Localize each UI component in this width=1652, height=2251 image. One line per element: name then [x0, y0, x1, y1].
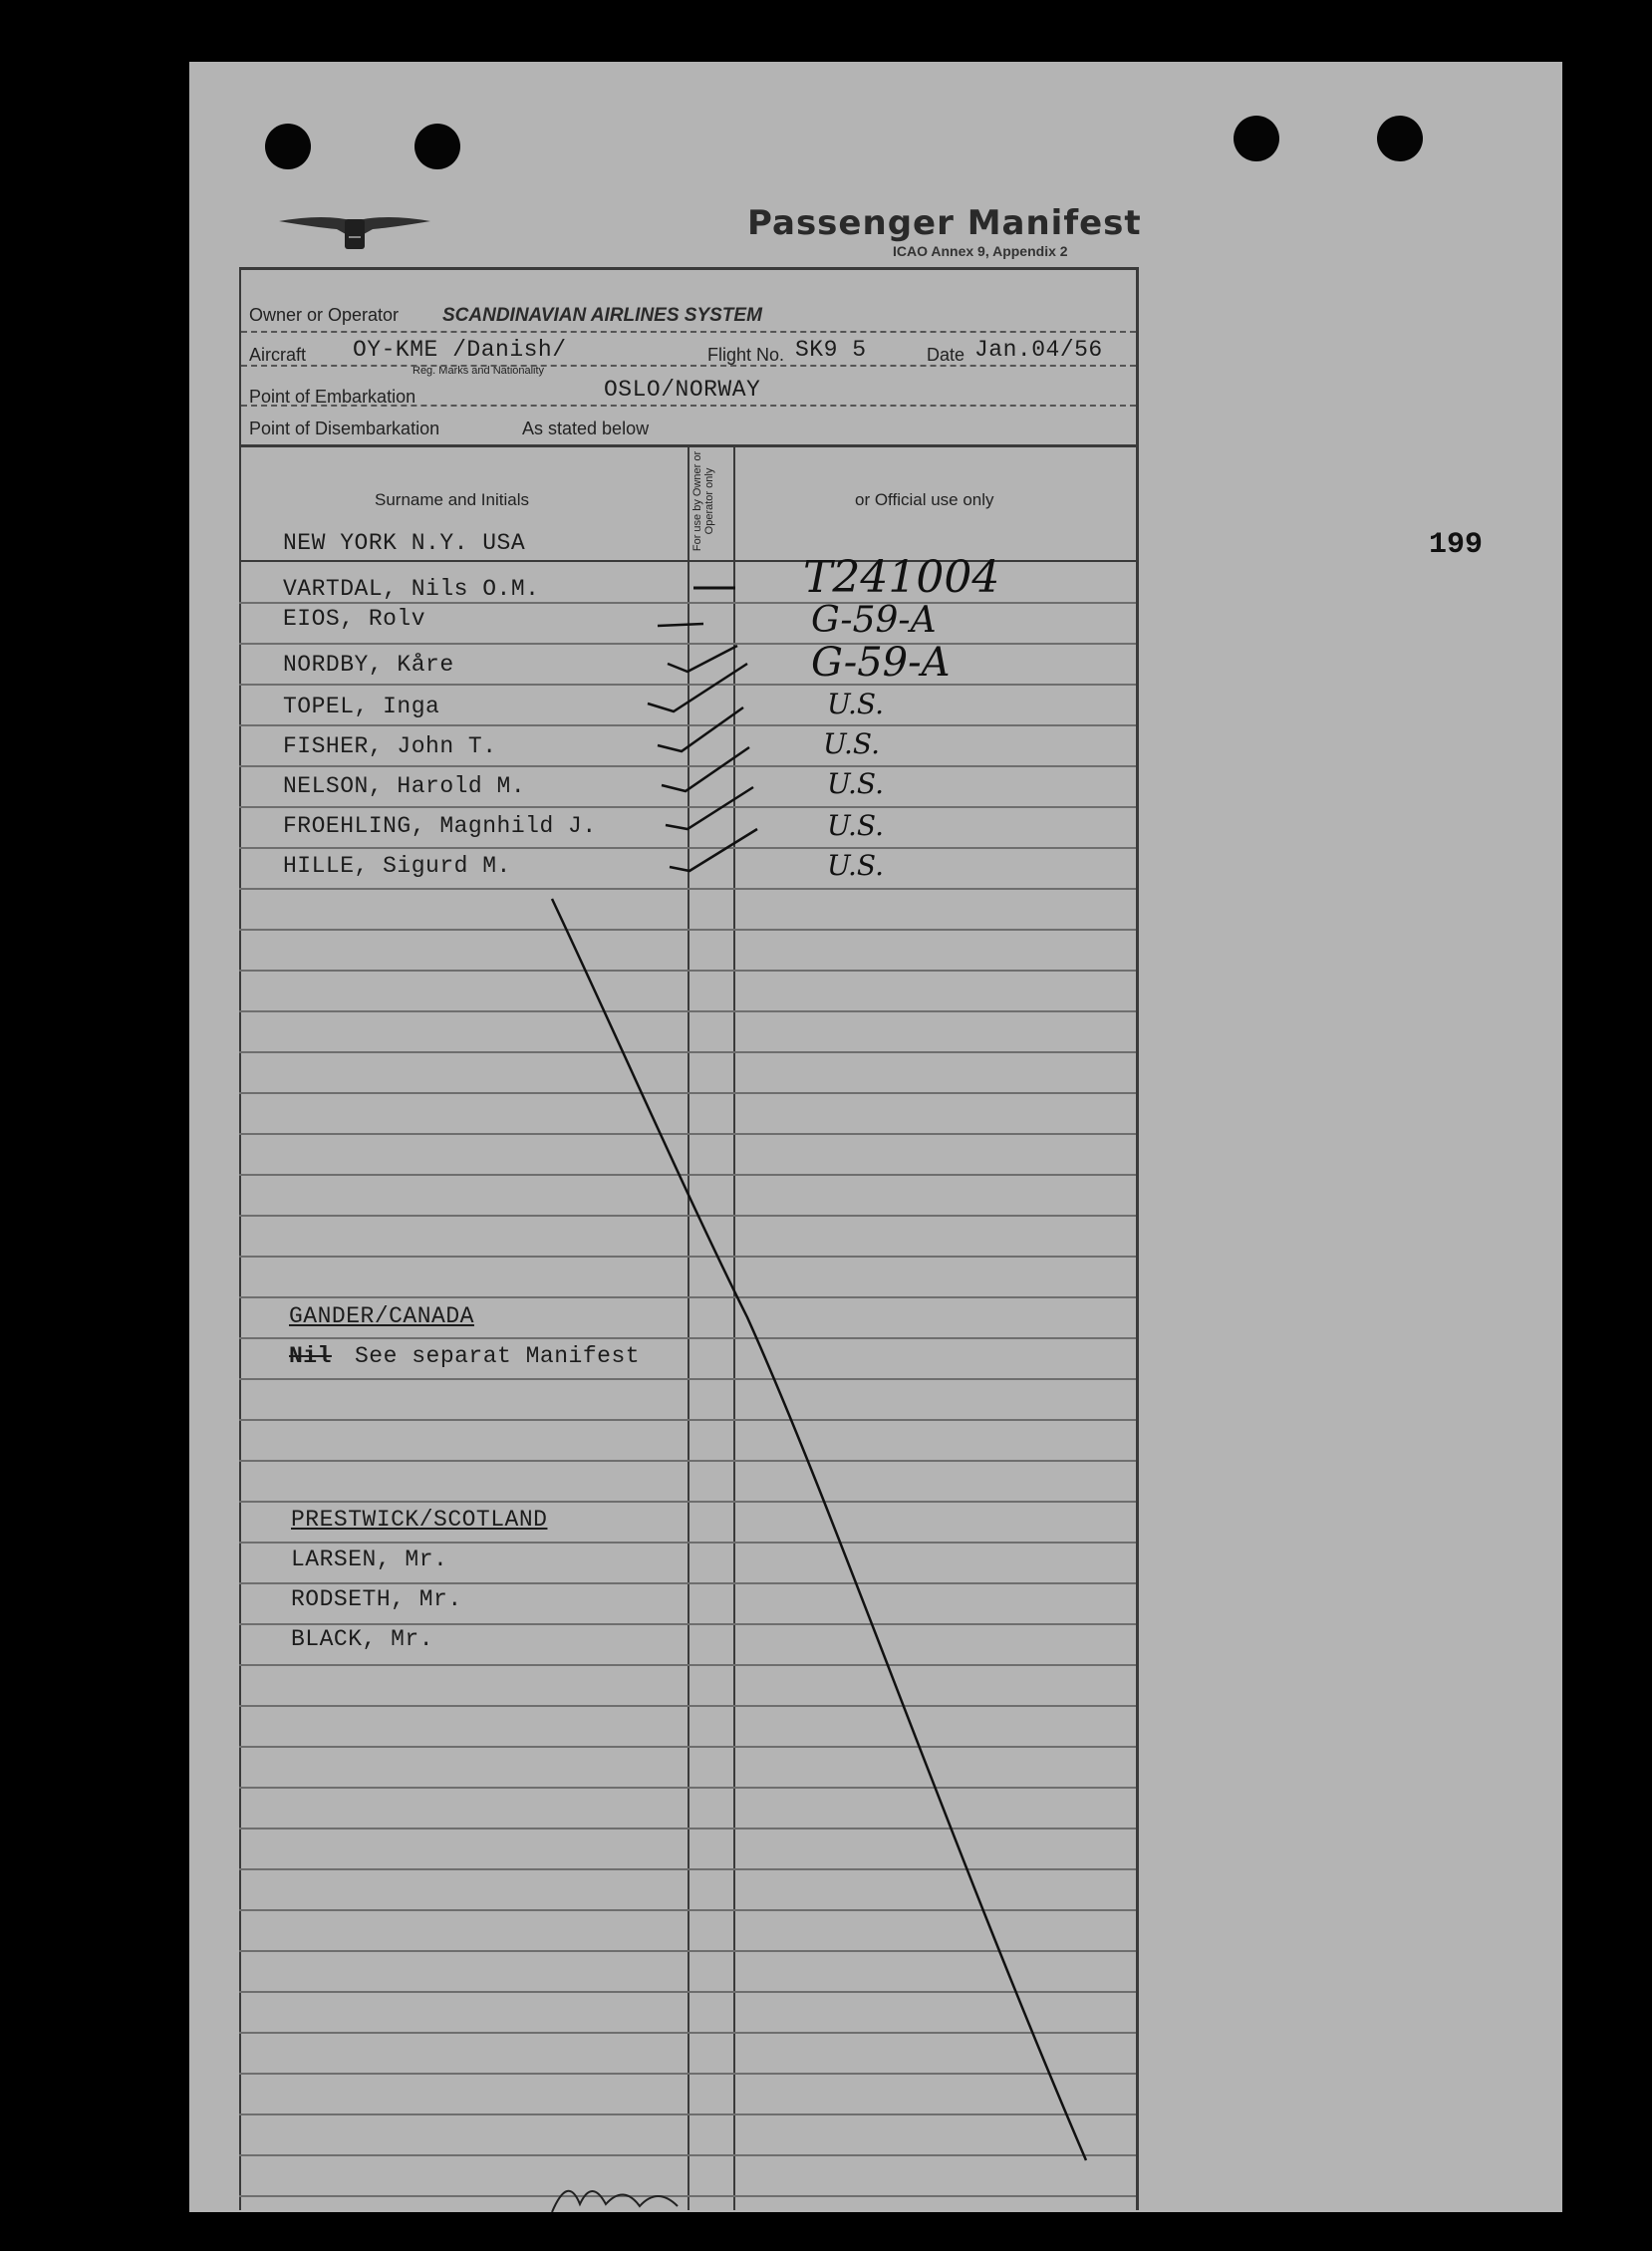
official-mark: U.S.	[827, 809, 885, 842]
owner-value: SCANDINAVIAN AIRLINES SYSTEM	[442, 305, 762, 326]
date-value: Jan.04/56	[974, 337, 1103, 363]
passenger-name: FROEHLING, Magnhild J.	[283, 813, 597, 839]
official-mark: U.S.	[823, 727, 881, 760]
passenger-name: FISHER, John T.	[283, 733, 497, 759]
official-mark: G-59-A	[811, 640, 951, 686]
page-number: 199	[1429, 528, 1484, 562]
passenger-name: RODSETH, Mr.	[291, 1586, 462, 1612]
official-column-header: or Official use only	[855, 490, 994, 509]
section-heading: PRESTWICK/SCOTLAND	[291, 1507, 548, 1533]
section-heading: GANDER/CANADA	[289, 1303, 474, 1329]
form-subtitle: ICAO Annex 9, Appendix 2	[893, 243, 1068, 259]
flight-value: SK9 5	[795, 337, 867, 363]
embarkation-value: OSLO/NORWAY	[604, 377, 761, 403]
section-heading: NEW YORK N.Y. USA	[283, 530, 526, 556]
flight-label: Flight No.	[707, 345, 785, 365]
surname-column-header: Surname and Initials	[375, 490, 529, 509]
passenger-name: EIOS, Rolv	[283, 606, 426, 632]
separate-manifest-note: See separat Manifest	[355, 1343, 641, 1369]
reg-marks-label: Reg. Marks and Nationality	[413, 365, 545, 377]
operator-tick	[670, 829, 757, 871]
operator-tick	[666, 787, 753, 829]
aircraft-value: OY-KME /Danish/	[353, 337, 567, 363]
official-mark: T241004	[803, 552, 1000, 603]
passenger-name: BLACK, Mr.	[291, 1626, 434, 1652]
official-mark: U.S.	[827, 688, 885, 720]
operator-tick	[662, 747, 749, 791]
official-mark: G-59-A	[811, 600, 937, 641]
struck-nil-text: Nil	[289, 1343, 332, 1369]
embarkation-label: Point of Embarkation	[249, 387, 416, 407]
operator-column-header: For use by Owner or Operator only	[691, 450, 715, 552]
form-title: Passenger Manifest	[747, 203, 1142, 243]
owner-label: Owner or Operator	[249, 305, 400, 325]
strike-through-line	[552, 899, 1086, 2160]
passenger-name: NELSON, Harold M.	[283, 773, 526, 799]
operator-tick	[658, 624, 703, 626]
passenger-name: VARTDAL, Nils O.M.	[283, 576, 540, 602]
pen-marks	[189, 62, 1562, 2212]
operator-tick	[668, 646, 737, 672]
official-mark: U.S.	[827, 767, 885, 800]
signature-scribble	[552, 2191, 678, 2212]
aircraft-label: Aircraft	[249, 345, 307, 365]
operator-tick	[658, 707, 743, 751]
date-label: Date	[927, 345, 965, 365]
official-mark: U.S.	[827, 849, 885, 882]
passenger-name: HILLE, Sigurd M.	[283, 853, 511, 879]
disembarkation-label: Point of Disembarkation	[249, 419, 440, 438]
passenger-name: NORDBY, Kåre	[283, 652, 454, 678]
manifest-sheet	[189, 62, 1562, 2212]
passenger-name: LARSEN, Mr.	[291, 1547, 448, 1572]
operator-tick	[648, 664, 747, 711]
passenger-name: TOPEL, Inga	[283, 694, 440, 719]
disembarkation-value: As stated below	[522, 419, 650, 438]
